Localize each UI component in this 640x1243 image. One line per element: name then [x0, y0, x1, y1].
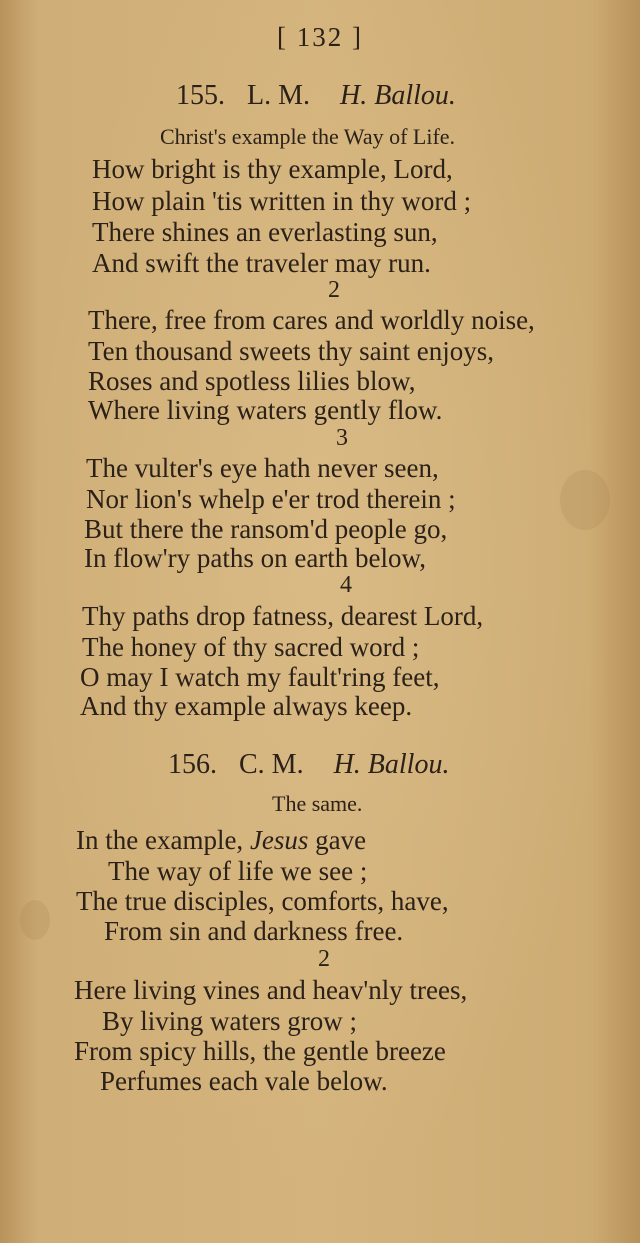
verse-line: In flow'ry paths on earth below,	[84, 543, 427, 573]
hymn-header	[168, 749, 449, 781]
hymn-header	[176, 80, 456, 112]
verse-number: 4	[340, 572, 352, 598]
paper-stain	[20, 900, 50, 940]
verse-number: 2	[328, 277, 340, 303]
hymn-title: Christ's example the Way of Life.	[160, 124, 456, 149]
verse-line: Perfumes each vale below.	[100, 1066, 388, 1096]
verse-line: O may I watch my fault'ring feet,	[80, 662, 440, 692]
verse-line: Ten thousand sweets thy saint enjoys,	[88, 336, 495, 366]
verse-line: The true disciples, comforts, have,	[76, 886, 449, 916]
verse-line: There, free from cares and worldly noise,	[88, 305, 535, 335]
hymn-author: H. Ballou.	[333, 749, 450, 780]
line-text: In the example,	[76, 825, 250, 855]
verse-line: And thy example always keep.	[80, 691, 413, 721]
verse-line: Here living vines and heav'nly trees,	[74, 975, 468, 1005]
verse-line: And swift the traveler may run.	[92, 248, 431, 278]
hymn-number: 155.	[176, 80, 225, 111]
line-text-italic: Jesus	[249, 825, 309, 855]
verse-line: Thy paths drop fatness, dearest Lord,	[82, 601, 484, 631]
verse-line: From sin and darkness free.	[104, 916, 404, 946]
verse-line: By living waters grow ;	[102, 1006, 357, 1036]
verse-line: But there the ransom'd people go,	[84, 514, 448, 544]
hymn-title: The same.	[272, 791, 363, 816]
verse-line: The honey of thy sacred word ;	[82, 632, 420, 662]
line-text: gave	[308, 825, 367, 855]
hymn-meter: L. M.	[247, 80, 310, 111]
verse-line: How plain 'tis written in thy word ;	[92, 186, 472, 216]
verse-line: Roses and spotless lilies blow,	[88, 366, 416, 396]
paper-stain	[560, 470, 610, 530]
verse-number: 3	[336, 425, 348, 451]
page-number: [ 132 ]	[277, 22, 363, 52]
verse-line: How bright is thy example, Lord,	[92, 154, 453, 184]
hymn-number: 156.	[168, 749, 217, 780]
hymn-author: H. Ballou.	[340, 80, 456, 111]
verse-line: Nor lion's whelp e'er trod therein ;	[86, 484, 456, 514]
verse-number: 2	[318, 946, 330, 972]
verse-line: The vulter's eye hath never seen,	[86, 453, 439, 483]
verse-line: Where living waters gently flow.	[88, 395, 443, 425]
verse-line: The way of life we see ;	[108, 856, 368, 886]
verse-line: There shines an everlasting sun,	[92, 217, 438, 247]
verse-line: From spicy hills, the gentle breeze	[74, 1036, 446, 1066]
verse-line	[76, 825, 366, 856]
hymn-meter: C. M.	[239, 749, 304, 780]
